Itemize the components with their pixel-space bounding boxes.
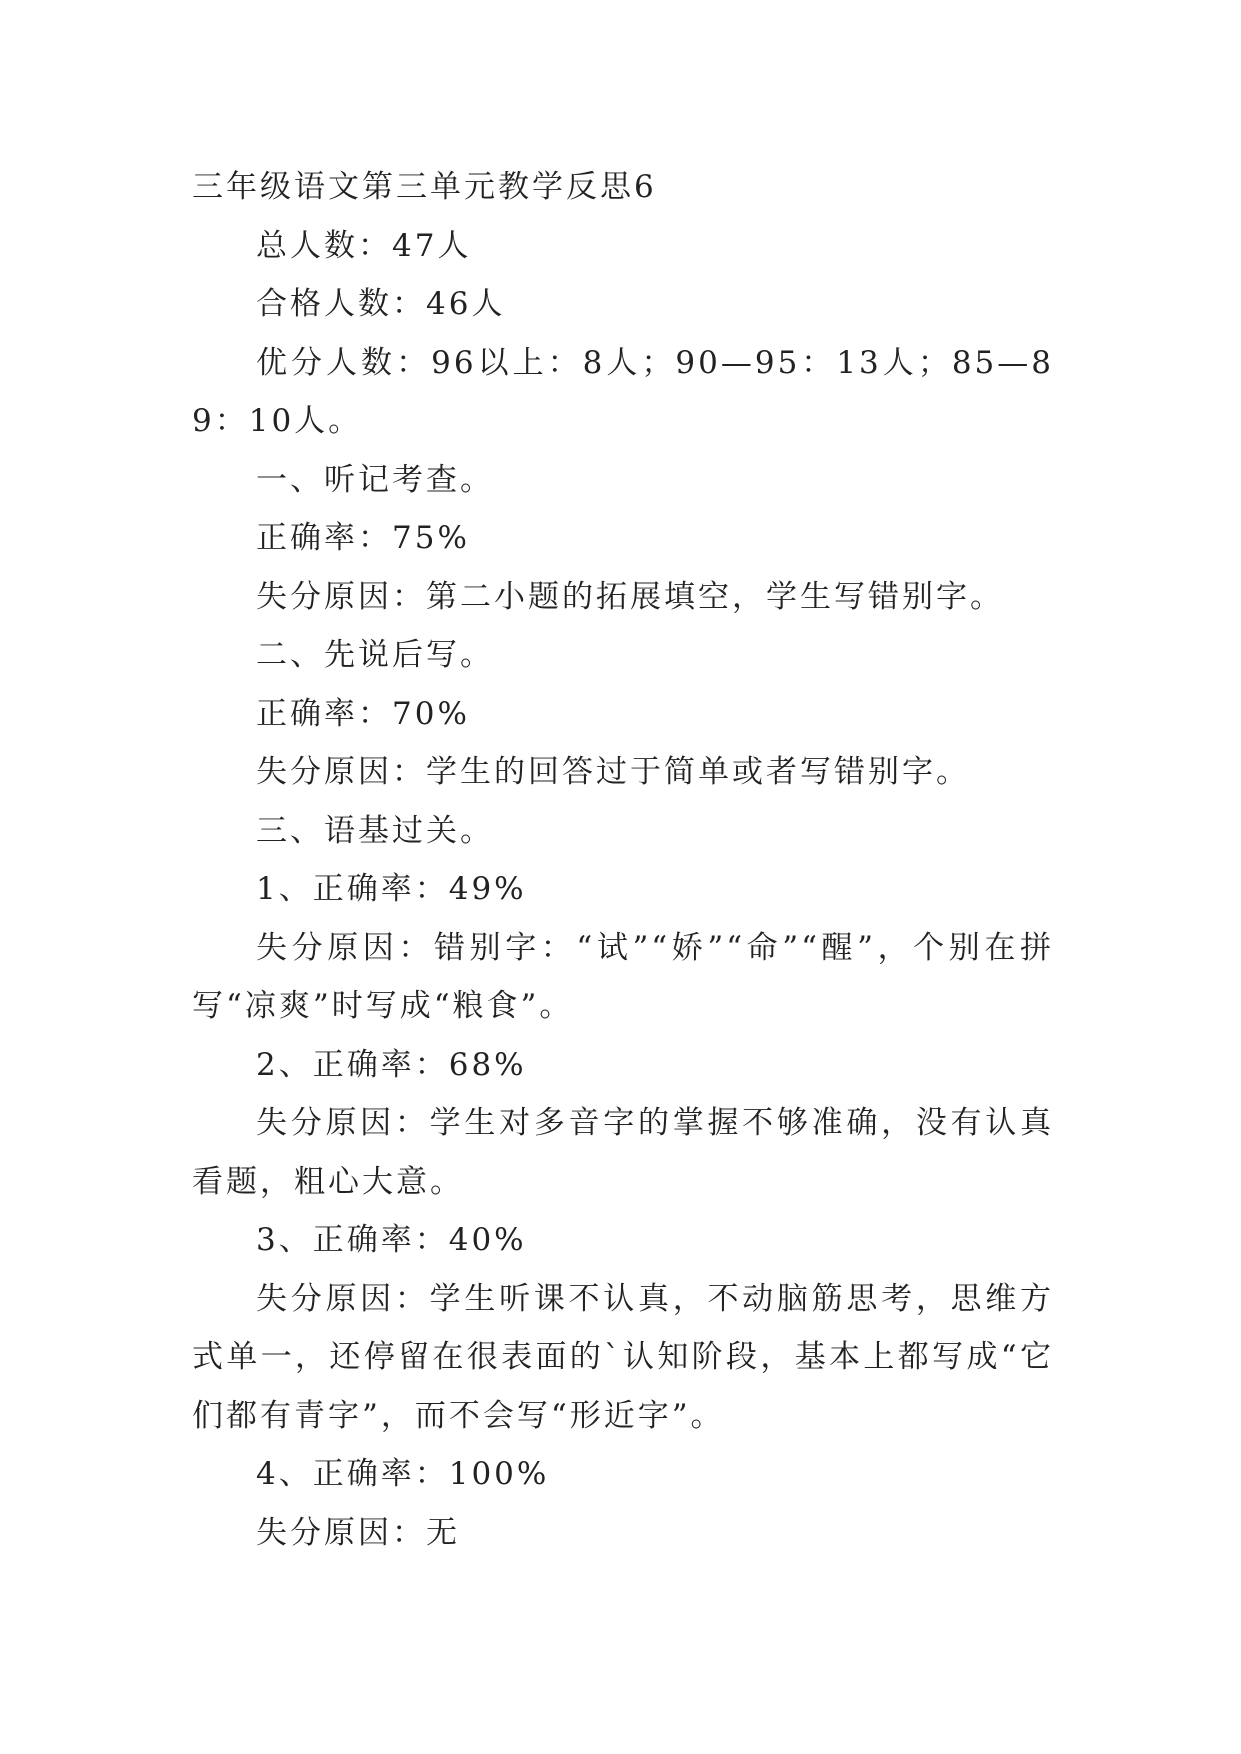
paragraph-pass-count: 合格人数：46人 xyxy=(256,286,506,322)
paragraph-error-reason: 失分原因：无 xyxy=(256,1514,460,1551)
section-heading-basics: 三、语基过关。 xyxy=(256,812,494,849)
paragraph-accuracy: 3、正确率：40% xyxy=(256,1222,527,1258)
paragraph-error-reason: 失分原因：第二小题的拓展填空，学生写错别字。 xyxy=(256,578,1004,615)
document-body xyxy=(192,158,1054,1562)
paragraph-error-reason: 失分原因：错别字：“试”“娇”“命”“醒”，个别在拼写“凉爽”时写成“粮食”。 xyxy=(192,929,1054,1024)
paragraph-accuracy: 1、正确率：49% xyxy=(256,871,527,907)
paragraph-accuracy: 正确率：75% xyxy=(256,520,470,556)
section-heading-listening: 一、听记考查。 xyxy=(256,461,494,498)
paragraph-excellent-count: 优分人数：96以上：8人；90—95：13人；85—89：10人。 xyxy=(192,344,1054,439)
paragraph-accuracy: 4、正确率：100% xyxy=(256,1456,550,1492)
paragraph-total-count: 总人数：47人 xyxy=(256,227,472,264)
paragraph-error-reason: 失分原因：学生的回答过于简单或者写错别字。 xyxy=(256,754,970,790)
paragraph-accuracy: 2、正确率：68% xyxy=(256,1046,527,1083)
section-heading-speaking: 二、先说后写。 xyxy=(256,637,494,673)
paragraph-error-reason: 失分原因：学生听课不认真，不动脑筋思考，思维方式单一，还停留在很表面的`认知阶段，基本上都写成“它们都有青字”，而不会写“形近字”。 xyxy=(192,1280,1054,1434)
paragraph-accuracy: 正确率：70% xyxy=(256,695,470,732)
document-title: 三年级语文第三单元教学反思6 xyxy=(192,169,657,205)
paragraph-error-reason: 失分原因：学生对多音字的掌握不够准确，没有认真看题，粗心大意。 xyxy=(192,1105,1054,1200)
